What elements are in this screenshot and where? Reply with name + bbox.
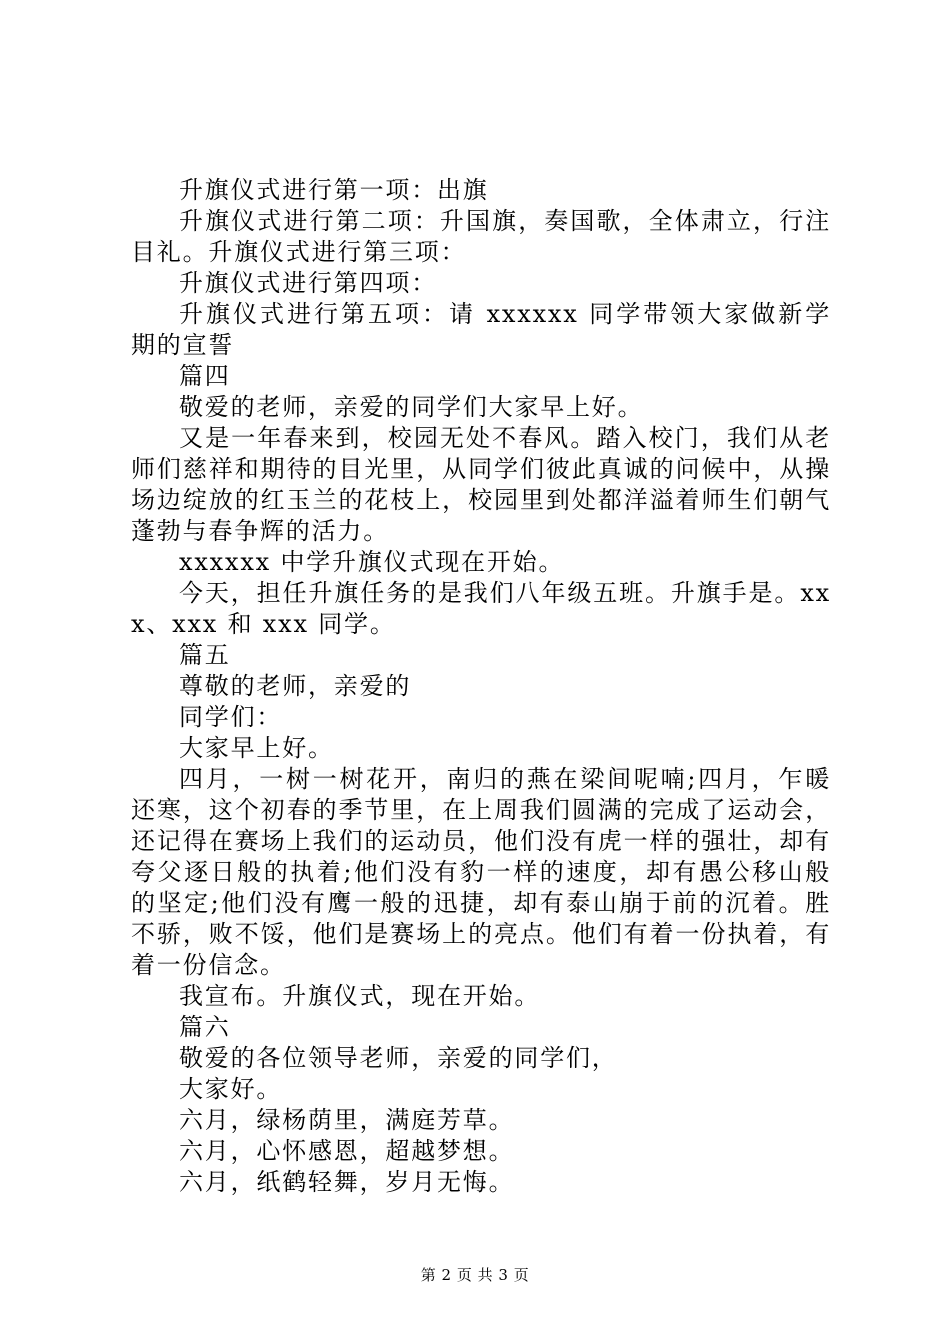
paragraph: 大家好。	[179, 1075, 283, 1103]
paragraph: 升旗仪式进行第二项：升国旗，奏国歌，全体肃立，行注目礼。升旗仪式进行第三项：	[131, 207, 831, 266]
page-number-footer: 第 2 页 共 3 页	[420, 1266, 530, 1284]
paragraph: 尊敬的老师，亲爱的	[179, 672, 412, 700]
paragraph: 升旗仪式进行第五项：请 xxxxxx 同学带领大家做新学期的宣誓	[131, 300, 831, 359]
paragraph: 敬爱的老师，亲爱的同学们大家早上好。	[179, 393, 644, 421]
document-body	[131, 175, 831, 1198]
paragraph: 又是一年春来到，校园无处不春风。踏入校门，我们从老师们慈祥和期待的目光里，从同学们彼此真诚的问候中，从操场边绽放的红玉兰的花枝上，校园里到处都洋溢着师生们朝气蓬勃与春争辉的活力。	[131, 424, 831, 545]
paragraph: 四月，一树一树花开，南归的燕在梁间呢喃;四月，乍暖还寒，这个初春的季节里，在上周我们圆满的完成了运动会，还记得在赛场上我们的运动员，他们没有虎一样的强壮，却有夸父逐日般的执着;他们没有豹一样的速度，却有愚公移山般的坚定;他们没有鹰一般的迅捷，却有泰山崩于前的沉着。胜不骄，败不馁，他们是赛场上的亮点。他们有着一份执着，有着一份信念。	[131, 765, 831, 979]
paragraph: 六月，纸鹤轻舞，岁月无悔。	[179, 1168, 515, 1196]
paragraph: 大家早上好。	[179, 734, 334, 762]
section-heading: 篇四	[179, 362, 231, 390]
section-heading: 篇五	[179, 641, 231, 669]
paragraph: xxxxxx 中学升旗仪式现在开始。	[179, 548, 565, 576]
paragraph: 同学们：	[179, 703, 283, 731]
paragraph: 我宣布。升旗仪式，现在开始。	[179, 982, 541, 1010]
section-heading: 篇六	[179, 1013, 231, 1041]
paragraph: 敬爱的各位领导老师，亲爱的同学们，	[179, 1044, 618, 1072]
paragraph: 六月，心怀感恩，超越梦想。	[179, 1137, 515, 1165]
paragraph: 升旗仪式进行第一项：出旗	[179, 176, 489, 204]
paragraph: 六月，绿杨荫里，满庭芳草。	[179, 1106, 515, 1134]
paragraph: 今天，担任升旗任务的是我们八年级五班。升旗手是。xxx、xxx 和 xxx 同学。	[131, 579, 831, 638]
paragraph: 升旗仪式进行第四项：	[179, 269, 437, 297]
